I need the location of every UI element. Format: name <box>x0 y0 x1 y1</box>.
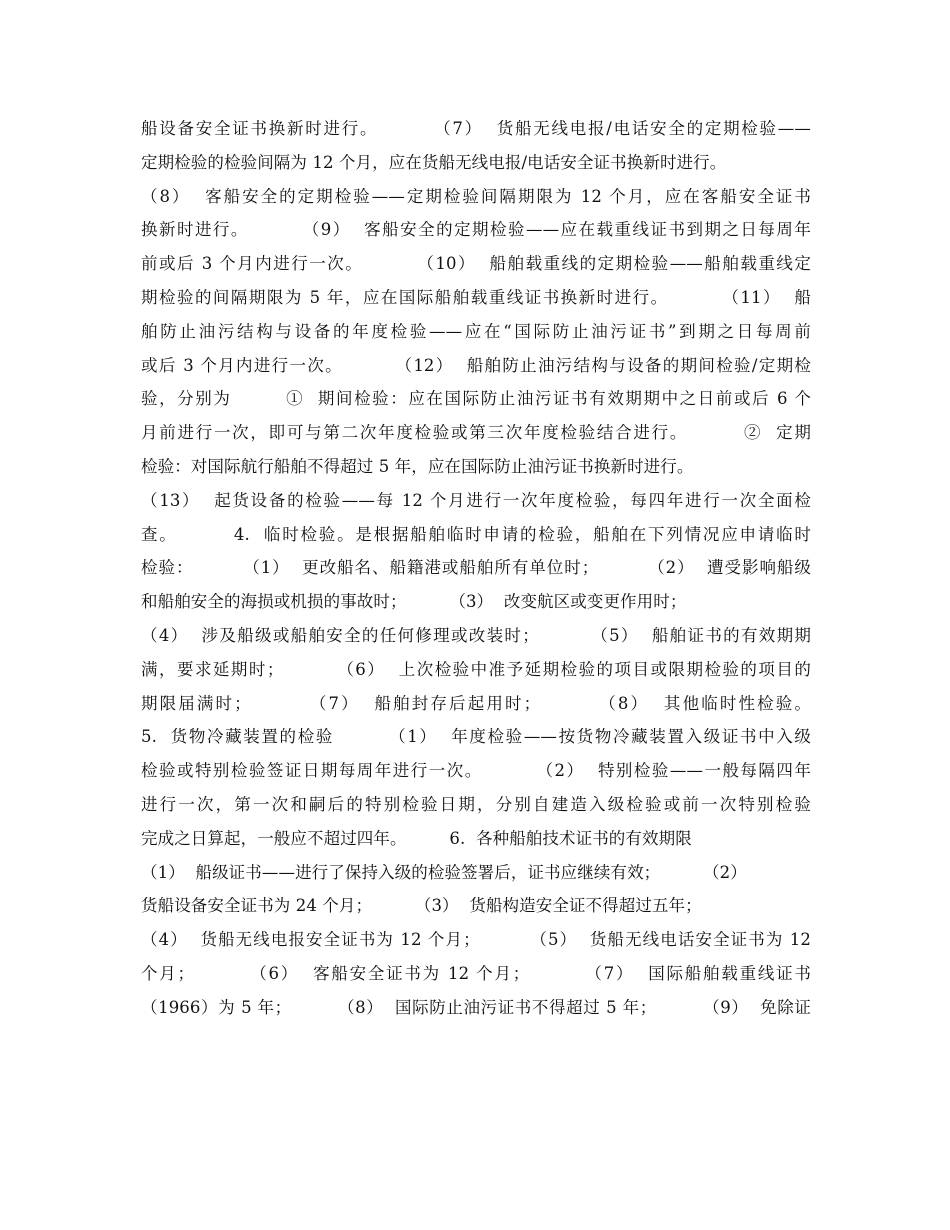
text-line: 个月； （6） 客船安全证书为 12 个月； （7） 国际船舶载重线证书 <box>141 963 811 983</box>
text-line: 舶防止油污结构与设备的年度检验——应在“国际防止油污证书”到期之日每周前 <box>141 321 811 341</box>
text-line: 验，分别为 ① 期间检验：应在国际防止油污证书有效期期中之日前或后 6 个 <box>141 389 811 409</box>
text-line: 或后 3 个月内进行一次。 （12） 船舶防止油污结构与设备的期间检验/定期检 <box>141 355 811 375</box>
text-line: 查。 4. 临时检验。是根据船舶临时申请的检验，船舶在下列情况应申请临时 <box>141 524 811 544</box>
body-text <box>141 112 811 1025</box>
text-line: 前或后 3 个月内进行一次。 （10） 船舶载重线的定期检验——船舶载重线定 <box>141 254 811 274</box>
text-line: 期限届满时； （7） 船舶封存后起用时； （8） 其他临时性检验。 <box>141 693 811 713</box>
text-line: 和船舶安全的海损或机损的事故时； （3） 改变航区或变更作用时； <box>141 592 687 612</box>
text-line: 货船设备安全证书为 24 个月； （3） 货船构造安全证不得超过五年； <box>141 896 702 916</box>
text-line: 进行一次，第一次和嗣后的特别检验日期，分别自建造入级检验或前一次特别检验 <box>141 794 811 814</box>
text-line: （1） 船级证书——进行了保持入级的检验签署后，证书应继续有效； （2） <box>141 862 747 882</box>
text-line: （4） 货船无线电报安全证书为 12 个月； （5） 货船无线电话安全证书为 12 <box>141 930 811 950</box>
text-line: （1966）为 5 年； （8） 国际防止油污证书不得超过 5 年； （9） 免除证 <box>141 997 811 1017</box>
text-line: 检验：对国际航行船舶不得超过 5 年，应在国际防止油污证书换新时进行。 <box>141 456 694 476</box>
text-line: （4） 涉及船级或船舶安全的任何修理或改装时； （5） 船舶证书的有效期期 <box>141 625 811 645</box>
text-line: （8） 客船安全的定期检验——定期检验间隔期限为 12 个月，应在客船安全证书 <box>141 186 811 206</box>
text-line: 完成之日算起，一般应不超过四年。 6. 各种船舶技术证书的有效期限 <box>141 828 692 848</box>
text-line: 换新时进行。 （9） 客船安全的定期检验——应在载重线证书到期之日每周年 <box>141 220 811 240</box>
text-line: （13） 起货设备的检验——每 12 个月进行一次年度检验，每四年进行一次全面检 <box>141 490 811 510</box>
text-line: 月前进行一次，即可与第二次年度检验或第三次年度检验结合进行。 ② 定期 <box>141 423 811 443</box>
text-line: 检验： （1） 更改船名、船籍港或船舶所有单位时； （2） 遭受影响船级 <box>141 558 811 578</box>
text-line: 船设备安全证书换新时进行。 （7） 货船无线电报/电话安全的定期检验—— <box>141 119 811 138</box>
text-line: 期检验的间隔期限为 5 年，应在国际船舶载重线证书换新时进行。 （11） 船 <box>141 287 811 307</box>
text-line: 5. 货物冷藏装置的检验 （1） 年度检验——按货物冷藏装置入级证书中入级 <box>141 727 811 747</box>
text-line: 满，要求延期时； （6） 上次检验中准予延期检验的项目或限期检验的项目的 <box>141 659 811 679</box>
text-line: 检验或特别检验签证日期每周年进行一次。 （2） 特别检验——一般每隔四年 <box>141 761 811 781</box>
text-line: 定期检验的检验间隔为 12 个月，应在货船无线电报/电话安全证书换新时进行。 <box>141 152 727 172</box>
